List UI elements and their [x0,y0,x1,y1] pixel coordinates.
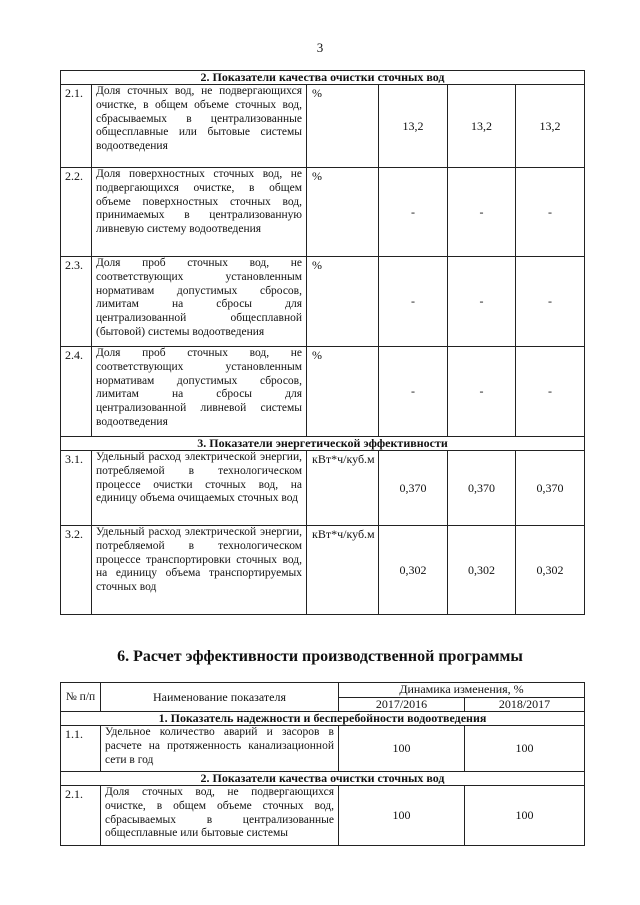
section-row [61,772,585,786]
indicator-name: Доля сточных вод, не подвергающихся очистке, в общем объеме сточных вод, сбрасываемых в централизованные общесплавные или бытовые системы [101,786,339,846]
table-row [61,168,585,257]
unit-cell: % [307,168,379,257]
value-cell: - [516,168,585,257]
indicators-table [60,70,585,615]
value-cell: - [379,168,448,257]
section-row [61,437,585,451]
row-number: 2.1. [61,786,101,846]
indicator-name: Удельный расход электрической энергии, потребляемой в технологическом процессе транспортировки сточных вод, на единицу объема транспортируемых сточных вод [92,526,307,615]
section-row [61,712,585,726]
value-cell: 13,2 [516,85,585,168]
row-number: 3.1. [61,451,92,526]
value-cell: - [448,168,516,257]
efficiency-table [60,682,585,846]
row-number: 2.2. [61,168,92,257]
section-title: 3. Показатели энергетической эффективности [61,437,585,451]
value-cell: 0,302 [379,526,448,615]
row-number: 2.3. [61,257,92,347]
table-row [61,347,585,437]
section-title: 1. Показатель надежности и бесперебойности водоотведения [61,712,585,726]
value-cell: - [379,257,448,347]
unit-cell: % [307,85,379,168]
row-number: 1.1. [61,726,101,772]
value-cell: - [516,347,585,437]
column-header-dynamics: Динамика изменения, % [339,683,585,698]
value-cell: 100 [339,726,465,772]
table-row [61,451,585,526]
unit-cell: кВт*ч/куб.м [307,526,379,615]
indicator-name: Доля проб сточных вод, не соответствующих установленным нормативам допустимых сбросов, лимитам на сбросы для централизованной ливневой системы водоотведения [92,347,307,437]
page-number: 3 [316,40,324,55]
value-cell: 0,370 [379,451,448,526]
unit-cell: % [307,257,379,347]
section6-heading: 6. Расчет эффективности производственной программы [117,648,523,665]
indicator-name: Доля сточных вод, не подвергающихся очистке, в общем объеме сточных вод, сбрасываемых в централизованные общесплавные или бытовые системы водоотведения [92,85,307,168]
indicator-name: Доля поверхностных сточных вод, не подвергающихся очистке, в общем объеме поверхностных сточных вод, принимаемых в централизованную ливневую систему водоотведения [92,168,307,257]
indicator-name: Удельное количество аварий и засоров в расчете на протяженность канализационной сети в год [101,726,339,772]
value-cell: - [516,257,585,347]
column-header-number: № п/п [61,683,101,712]
row-number: 3.2. [61,526,92,615]
column-header-name: Наименование показателя [101,683,339,712]
value-cell: - [379,347,448,437]
unit-cell: % [307,347,379,437]
table-row [61,526,585,615]
value-cell: 0,302 [516,526,585,615]
table-row [61,257,585,347]
table-row [61,85,585,168]
value-cell: - [448,257,516,347]
section-title: 2. Показатели качества очистки сточных вод [61,71,585,85]
header-row [61,683,585,698]
row-number: 2.4. [61,347,92,437]
indicator-name: Удельный расход электрической энергии, потребляемой в технологическом процессе очистки сточных вод, на единицу объема очищаемых сточных вод [92,451,307,526]
section-row [61,71,585,85]
table-row [61,726,585,772]
row-number: 2.1. [61,85,92,168]
value-cell: 13,2 [448,85,516,168]
column-header-year: 2018/2017 [465,697,585,712]
value-cell: - [448,347,516,437]
value-cell: 100 [465,786,585,846]
value-cell: 0,370 [448,451,516,526]
section-title: 2. Показатели качества очистки сточных вод [61,772,585,786]
value-cell: 13,2 [379,85,448,168]
value-cell: 0,370 [516,451,585,526]
table-row [61,786,585,846]
column-header-year: 2017/2016 [339,697,465,712]
value-cell: 100 [339,786,465,846]
value-cell: 0,302 [448,526,516,615]
indicator-name: Доля проб сточных вод, не соответствующих установленным нормативам допустимых сбросов, лимитам на сбросы для централизованной общесплавной (бытовой) системы водоотведения [92,257,307,347]
unit-cell: кВт*ч/куб.м [307,451,379,526]
value-cell: 100 [465,726,585,772]
